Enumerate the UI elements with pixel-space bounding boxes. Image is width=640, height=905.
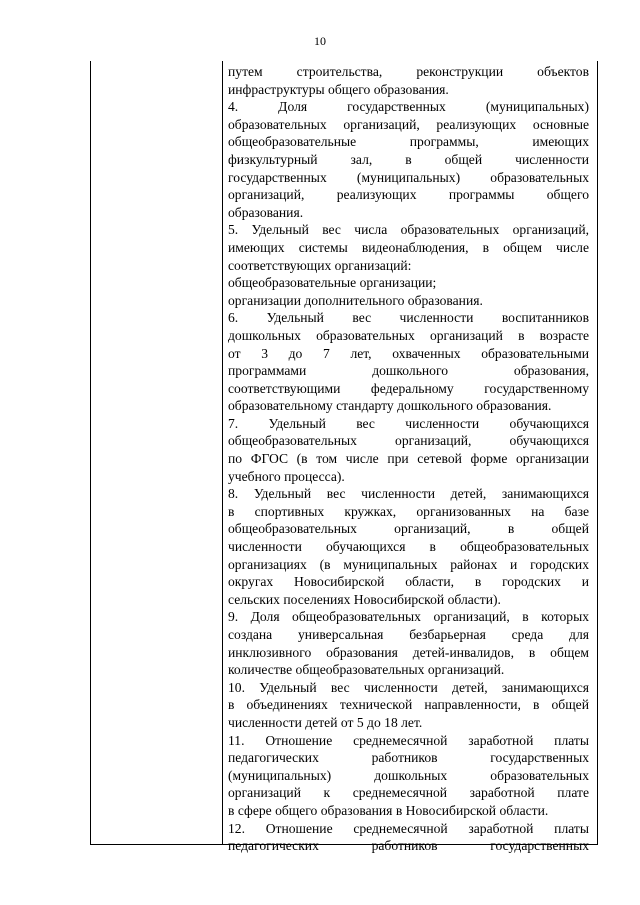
text-line: в спортивных кружках, организованных на базе xyxy=(228,503,589,519)
text-line: численности обучающихся в общеобразовательных xyxy=(228,539,589,555)
text-line: общеобразовательных организаций, обучающихся xyxy=(228,433,589,449)
text-line: 10. Удельный вес численности детей, занимающихся xyxy=(228,679,589,695)
text-line: организациях (в муниципальных районах и городских xyxy=(228,556,589,572)
text-line: 11. Отношение среднемесячной заработной платы xyxy=(228,732,589,748)
text-line: общеобразовательные организации; xyxy=(228,275,437,291)
text-line: соответствующими федеральному государственному xyxy=(228,380,589,396)
text-line: в сфере общего образования в Новосибирской области. xyxy=(228,802,549,818)
text-line: количестве общеобразовательных организаций. xyxy=(228,662,505,678)
text-line: организаций к среднемесячной заработной плате xyxy=(228,785,589,801)
text-line: дошкольных образовательных организаций в возрасте xyxy=(228,327,589,343)
text-line: округах Новосибирской области, в городских и xyxy=(228,574,589,590)
text-line: путем строительства, реконструкции объектов xyxy=(228,64,589,79)
text-line: образовательных организаций, реализующих основные xyxy=(228,116,589,132)
text-line: инклюзивного образования детей-инвалидов, в общем xyxy=(228,644,589,660)
text-line: 6. Удельный вес численности воспитанников xyxy=(228,310,589,326)
document-table xyxy=(90,61,598,854)
text-line: инфраструктуры общего образования. xyxy=(228,81,449,97)
text-line: организаций, реализующих программы общего xyxy=(228,187,589,203)
text-line: физкультурный зал, в общей численности xyxy=(228,151,589,167)
text-line: 8. Удельный вес численности детей, занимающихся xyxy=(228,486,589,502)
text-line: соответствующих организаций: xyxy=(228,257,412,273)
column-divider xyxy=(222,61,223,844)
text-line: численности детей от 5 до 18 лет. xyxy=(228,714,423,730)
text-line: 7. Удельный вес численности обучающихся xyxy=(228,415,589,431)
text-line: образовательному стандарту дошкольного образования. xyxy=(228,398,552,414)
text-line: образования. xyxy=(228,204,304,220)
text-line: организации дополнительного образования. xyxy=(228,292,483,308)
text-line: по ФГОС (в том числе при сетевой форме организации xyxy=(228,451,589,467)
text-line: педагогических работников государственных xyxy=(228,750,589,766)
text-line: педагогических работников государственных xyxy=(228,838,589,854)
text-line: общеобразовательных организаций, в общей xyxy=(228,521,589,537)
text-line: программами дошкольного образования, xyxy=(228,363,589,379)
text-line: 4. Доля государственных (муниципальных) xyxy=(228,99,589,115)
page-number: 10 xyxy=(314,34,326,48)
text-line: имеющих системы видеонаблюдения, в общем числе xyxy=(228,239,589,255)
text-line: создана универсальная безбарьерная среда для xyxy=(228,627,589,642)
text-line: от 3 до 7 лет, охваченных образовательными xyxy=(228,345,589,361)
text-line: 12. Отношение среднемесячной заработной платы xyxy=(228,820,589,836)
text-line: (муниципальных) дошкольных образовательных xyxy=(228,767,589,783)
text-line: государственных (муниципальных) образовательных xyxy=(228,169,589,185)
text-line: сельских поселениях Новосибирской области). xyxy=(228,591,501,607)
text-line: учебного процесса). xyxy=(228,468,345,484)
text-line: 9. Доля общеобразовательных организаций, в которых xyxy=(228,609,589,625)
text-line: общеобразовательные программы, имеющих xyxy=(228,134,589,150)
indicators-column xyxy=(228,63,589,855)
text-line: 5. Удельный вес числа образовательных организаций, xyxy=(228,222,589,238)
text-line: в объединениях технической направленности, в общей xyxy=(228,697,589,713)
